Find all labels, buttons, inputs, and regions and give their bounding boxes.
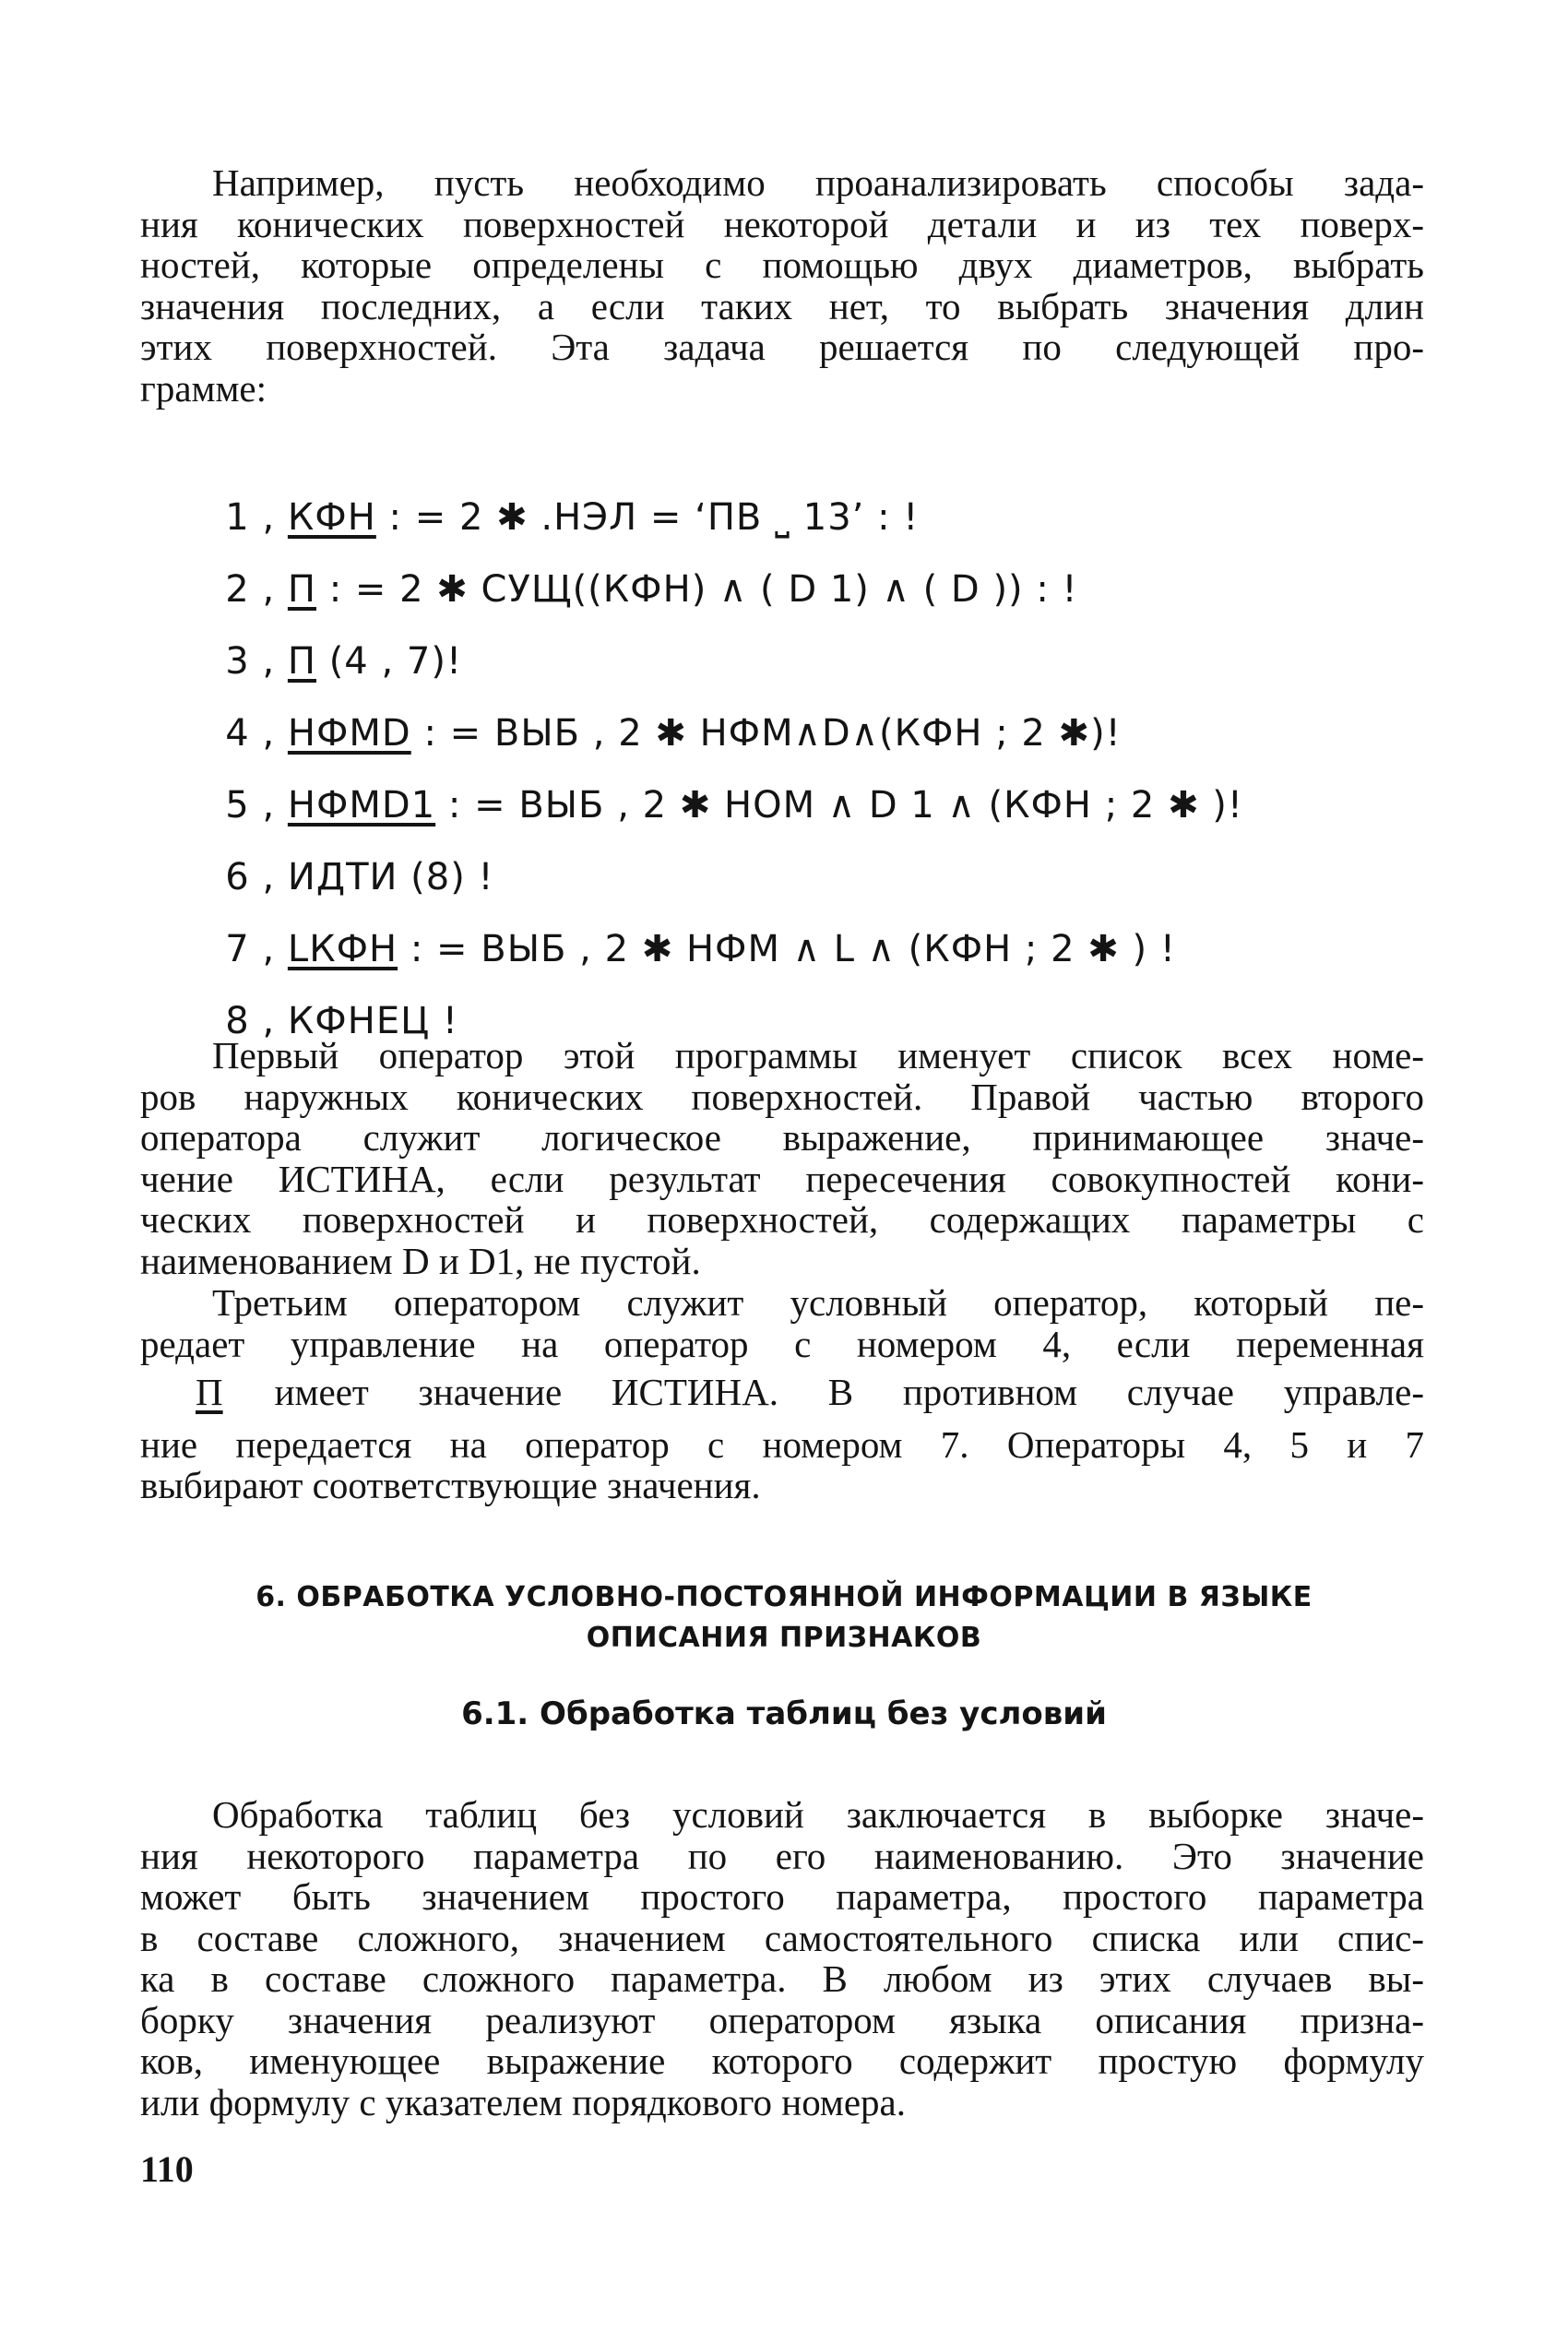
text-fragment: имеет значение ИСТИНА. В противном случае управле- <box>274 1371 1424 1413</box>
intro-paragraph <box>140 162 1424 409</box>
operator-label: НФМD1 <box>287 784 436 827</box>
operator-label: КФН <box>287 496 376 539</box>
text-line: ния конических поверхностей некоторой детали и из тех поверх- <box>140 202 1424 245</box>
text-line: оператора служит логическое выражение, принимающее значе- <box>140 1116 1424 1159</box>
operator-body: : = 2 ✱ СУЩ((КФН) ∧ ( D 1) ∧ ( D )) : ! <box>315 568 1078 611</box>
text-line: ния некоторого параметра по его наименованию. Это значение <box>140 1834 1424 1877</box>
section-heading-line: ОПИСАНИЯ ПРИЗНАКОВ <box>586 1622 982 1654</box>
text-line: Третьим оператором служит условный оператор, который пе- <box>212 1281 1424 1324</box>
text-line-with-symbol <box>140 1372 1424 1413</box>
text-line: ческих поверхностей и поверхностей, содержащих параметры с <box>140 1198 1424 1241</box>
explanation-paragraph <box>140 1035 1424 1281</box>
operator-body: ИДТИ (8) ! <box>287 856 494 898</box>
operator-body: : = 2 ✱ .НЭЛ = ‘ПВ ⎵ 13’ : ! <box>375 496 920 539</box>
separator: , <box>249 712 288 755</box>
page-number: 110 <box>140 2148 194 2190</box>
text-line: в составе сложного, значением самостоятельного списка или спис- <box>140 1916 1424 1959</box>
separator: , <box>249 1000 288 1042</box>
text-line: ров наружных конических поверхностей. Правой частью второго <box>140 1075 1424 1118</box>
text-line: редает управление на оператор с номером 4, если переменная <box>140 1322 1424 1365</box>
operator-label: П <box>287 568 316 611</box>
separator: , <box>249 640 288 683</box>
text-line: борку значения реализуют оператором языка описания призна- <box>140 1998 1424 2041</box>
line-number: 6 <box>225 856 250 898</box>
tables-paragraph <box>140 1794 1424 2123</box>
separator: , <box>249 928 288 970</box>
text-line: ние передается на оператор с номером 7. Операторы 4, 5 и 7 <box>140 1422 1424 1466</box>
separator: , <box>249 568 288 611</box>
text-line: ностей, которые определены с помощью двух диаметров, выбрать <box>140 244 1424 286</box>
operator-body: КФНЕЦ ! <box>287 1000 458 1042</box>
line-number: 2 <box>225 568 250 611</box>
text-line: выбирают соответствующие значения. <box>140 1464 761 1506</box>
text-line: грамме: <box>140 366 267 410</box>
line-number: 4 <box>225 712 250 755</box>
text-line: Например, пусть необходимо проанализировать способы зада- <box>212 161 1424 204</box>
line-number: 7 <box>225 928 250 970</box>
separator: , <box>249 784 288 827</box>
section-heading <box>138 1577 1430 1659</box>
line-number: 8 <box>225 1000 250 1042</box>
variable-symbol: П <box>196 1371 223 1413</box>
subsection-heading: 6.1. Обработка таблиц без условий <box>461 1695 1107 1732</box>
separator: , <box>249 856 288 898</box>
text-line: ка в составе сложного параметра. В любом из этих случаев вы- <box>140 1957 1424 2000</box>
separator: , <box>249 496 288 539</box>
conditional-operator-paragraph <box>140 1282 1424 1506</box>
section-heading-line: 6. ОБРАБОТКА УСЛОВНО-ПОСТОЯННОЙ ИНФОРМАЦИИ В ЯЗЫКЕ <box>255 1581 1313 1613</box>
text-line: значения последних, а если таких нет, то выбрать значения длин <box>140 284 1424 327</box>
operator-body: : = ВЫБ , 2 ✱ НФМ ∧ L ∧ (КФН ; 2 ✱ ) ! <box>398 928 1176 970</box>
text-line: чение ИСТИНА, если результат пересечения совокупностей кони- <box>140 1157 1424 1200</box>
line-number: 1 <box>225 496 250 539</box>
text-line: Обработка таблиц без условий заключается в выборке значе- <box>212 1793 1424 1836</box>
operator-label: П <box>287 640 316 683</box>
operator-body: : = ВЫБ , 2 ✱ НФМ∧D∧(КФН ; 2 ✱)! <box>410 712 1122 755</box>
line-number: 5 <box>225 784 250 827</box>
text-line: Первый оператор этой программы именует список всех номе- <box>212 1034 1424 1076</box>
line-number: 3 <box>225 640 250 683</box>
text-line: или формулу с указателем порядкового номера. <box>140 2080 907 2123</box>
operator-body: : = ВЫБ , 2 ✱ НОМ ∧ D 1 ∧ (КФН ; 2 ✱ )! <box>435 784 1243 827</box>
text-line: ков, именующее выражение которого содержит простую формулу <box>140 2040 1424 2082</box>
operator-label: НФМD <box>287 712 411 755</box>
operator-label: LКФН <box>287 928 398 970</box>
operator-body: (4 , 7)! <box>315 640 462 683</box>
text-line: этих поверхностей. Эта задача решается по следующей про- <box>140 326 1424 368</box>
text-line: может быть значением простого параметра, простого параметра <box>140 1875 1424 1918</box>
text-line: наименованием D и D1, не пустой. <box>140 1239 701 1282</box>
